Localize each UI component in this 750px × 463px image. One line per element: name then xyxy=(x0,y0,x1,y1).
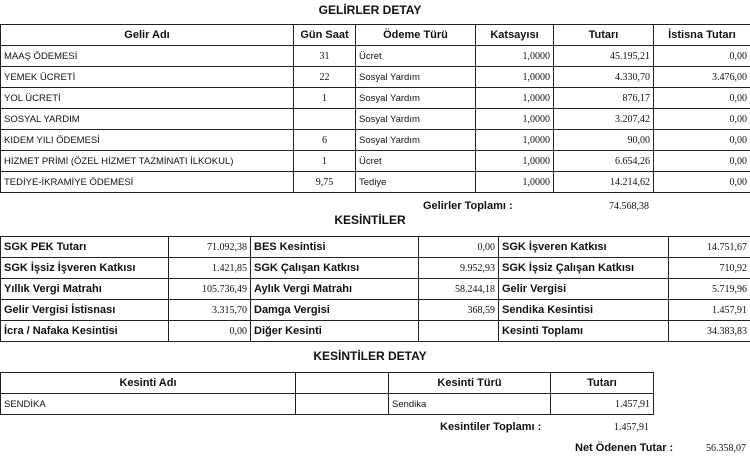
gelir-adi-cell: KIDEM YILI ÖDEMESİ xyxy=(1,130,294,151)
odeme-turu-cell: Sosyal Yardım xyxy=(356,130,476,151)
kesinti-value: 0,00 xyxy=(169,321,251,342)
istisna-cell: 0,00 xyxy=(654,46,750,67)
kesinti-label: Diğer Kesinti xyxy=(251,321,419,342)
kesinti-label: Sendika Kesintisi xyxy=(499,300,669,321)
kesinti-label: SGK PEK Tutarı xyxy=(1,237,169,258)
tutar-cell: 876,17 xyxy=(554,88,654,109)
col-kesinti-adi: Kesinti Adı xyxy=(1,373,296,394)
kesinti-value xyxy=(419,321,499,342)
col-kesinti-turu: Kesinti Türü xyxy=(389,373,551,394)
kesinti-value: 1.421,85 xyxy=(169,258,251,279)
empty-cell xyxy=(296,394,389,415)
col-empty-2 xyxy=(654,373,750,394)
gelir-row xyxy=(1,172,750,193)
istisna-cell: 3.476,00 xyxy=(654,67,750,88)
gelirler-title: GELİRLER DETAY xyxy=(318,3,422,17)
kesinti-detay-title: KESİNTİLER DETAY xyxy=(313,349,427,363)
kesinti-value: 14.751,67 xyxy=(669,237,750,258)
kesinti-detay-table xyxy=(0,372,750,415)
kesinti-row xyxy=(1,279,750,300)
katsayi-cell: 1,0000 xyxy=(476,151,554,172)
kesinti-value: 710,92 xyxy=(669,258,750,279)
kesinti-value: 0,00 xyxy=(419,237,499,258)
kesinti-label: Gelir Vergisi İstisnası xyxy=(1,300,169,321)
kesintiler-title: KESİNTİLER xyxy=(334,213,406,227)
kesinti-row xyxy=(1,258,750,279)
tutar-cell: 6.654,26 xyxy=(554,151,654,172)
kesinti-tutar-cell: 1.457,91 xyxy=(551,394,654,415)
kesinti-value: 58.244,18 xyxy=(419,279,499,300)
kesinti-value: 1.457,91 xyxy=(669,300,750,321)
kesinti-label: Gelir Vergisi xyxy=(499,279,669,300)
gelirler-total-value: 74.568,38 xyxy=(609,201,649,212)
istisna-cell: 0,00 xyxy=(654,88,750,109)
kesinti-label: BES Kesintisi xyxy=(251,237,419,258)
kesinti-label: SGK İşsiz İşveren Katkısı xyxy=(1,258,169,279)
kesinti-turu-cell: Sendika xyxy=(389,394,551,415)
kesintiler-total-label: Kesintiler Toplamı : xyxy=(440,421,542,433)
net-odenen-label: Net Ödenen Tutar : xyxy=(575,442,674,454)
gelir-row xyxy=(1,46,750,67)
gelir-row xyxy=(1,67,750,88)
gelir-row xyxy=(1,151,750,172)
kesinti-label: İcra / Nafaka Kesintisi xyxy=(1,321,169,342)
gun-saat-cell: 22 xyxy=(294,67,356,88)
kesinti-label: SGK İşveren Katkısı xyxy=(499,237,669,258)
kesintiler-table xyxy=(0,236,750,342)
col-gelir-adi: Gelir Adı xyxy=(1,25,294,46)
istisna-cell: 0,00 xyxy=(654,130,750,151)
col-istisna-tutari: İstisna Tutarı xyxy=(654,25,750,46)
gelir-adi-cell: MAAŞ ÖDEMESİ xyxy=(1,46,294,67)
gelir-adi-cell: YOL ÜCRETİ xyxy=(1,88,294,109)
net-odenen-value: 56.358,07 xyxy=(706,443,746,454)
kesinti-value: 34.383,83 xyxy=(669,321,750,342)
kesintiler-total-value: 1.457,91 xyxy=(614,422,649,433)
kesinti-label: Kesinti Toplamı xyxy=(499,321,669,342)
gelir-adi-cell: TEDİYE-İKRAMİYE ÖDEMESİ xyxy=(1,172,294,193)
gelir-adi-cell: SOSYAL YARDIM xyxy=(1,109,294,130)
kesinti-row xyxy=(1,237,750,258)
kesinti-value: 9.952,93 xyxy=(419,258,499,279)
kesinti-label: SGK İşsiz Çalışan Katkısı xyxy=(499,258,669,279)
odeme-turu-cell: Ücret xyxy=(356,46,476,67)
kesinti-row xyxy=(1,300,750,321)
gun-saat-cell xyxy=(294,109,356,130)
gun-saat-cell: 9,75 xyxy=(294,172,356,193)
katsayi-cell: 1,0000 xyxy=(476,67,554,88)
kesinti-value: 3.315,70 xyxy=(169,300,251,321)
kesinti-value: 105.736,49 xyxy=(169,279,251,300)
katsayi-cell: 1,0000 xyxy=(476,88,554,109)
gelir-adi-cell: YEMEK ÜCRETİ xyxy=(1,67,294,88)
istisna-cell: 0,00 xyxy=(654,109,750,130)
tutar-cell: 90,00 xyxy=(554,130,654,151)
tutar-cell: 4.330,70 xyxy=(554,67,654,88)
odeme-turu-cell: Sosyal Yardım xyxy=(356,67,476,88)
kesinti-value: 5.719,96 xyxy=(669,279,750,300)
kesinti-adi-cell: SENDİKA xyxy=(1,394,296,415)
kesinti-detay-header-row xyxy=(1,373,750,394)
kesinti-value: 368,59 xyxy=(419,300,499,321)
gun-saat-cell: 6 xyxy=(294,130,356,151)
tutar-cell: 14.214,62 xyxy=(554,172,654,193)
odeme-turu-cell: Tediye xyxy=(356,172,476,193)
empty-cell-2 xyxy=(654,394,750,415)
odeme-turu-cell: Sosyal Yardım xyxy=(356,88,476,109)
odeme-turu-cell: Sosyal Yardım xyxy=(356,109,476,130)
kesinti-label: Aylık Vergi Matrahı xyxy=(251,279,419,300)
kesinti-label: Yıllık Vergi Matrahı xyxy=(1,279,169,300)
gelir-row xyxy=(1,130,750,151)
gun-saat-cell: 31 xyxy=(294,46,356,67)
gelir-row xyxy=(1,109,750,130)
col-odeme-turu: Ödeme Türü xyxy=(356,25,476,46)
col-gun-saat: Gün Saat xyxy=(294,25,356,46)
katsayi-cell: 1,0000 xyxy=(476,109,554,130)
kesinti-detay-row xyxy=(1,394,750,415)
gun-saat-cell: 1 xyxy=(294,88,356,109)
tutar-cell: 45.195,21 xyxy=(554,46,654,67)
gelir-row xyxy=(1,88,750,109)
col-katsayisi: Katsayısı xyxy=(476,25,554,46)
gelirler-table xyxy=(0,24,750,193)
katsayi-cell: 1,0000 xyxy=(476,130,554,151)
gelirler-total-label: Gelirler Toplamı : xyxy=(423,200,513,212)
tutar-cell: 3.207,42 xyxy=(554,109,654,130)
katsayi-cell: 1,0000 xyxy=(476,172,554,193)
istisna-cell: 0,00 xyxy=(654,151,750,172)
gelir-adi-cell: HİZMET PRİMİ (ÖZEL HİZMET TAZMİNATI İLKOKUL) xyxy=(1,151,294,172)
istisna-cell: 0,00 xyxy=(654,172,750,193)
kesinti-value: 71.092,38 xyxy=(169,237,251,258)
col-tutari: Tutarı xyxy=(554,25,654,46)
odeme-turu-cell: Ücret xyxy=(356,151,476,172)
kesinti-label: Damga Vergisi xyxy=(251,300,419,321)
katsayi-cell: 1,0000 xyxy=(476,46,554,67)
gelirler-header-row xyxy=(1,25,750,46)
gun-saat-cell: 1 xyxy=(294,151,356,172)
kesinti-row xyxy=(1,321,750,342)
col-kesinti-tutari: Tutarı xyxy=(551,373,654,394)
col-empty xyxy=(296,373,389,394)
kesinti-label: SGK Çalışan Katkısı xyxy=(251,258,419,279)
